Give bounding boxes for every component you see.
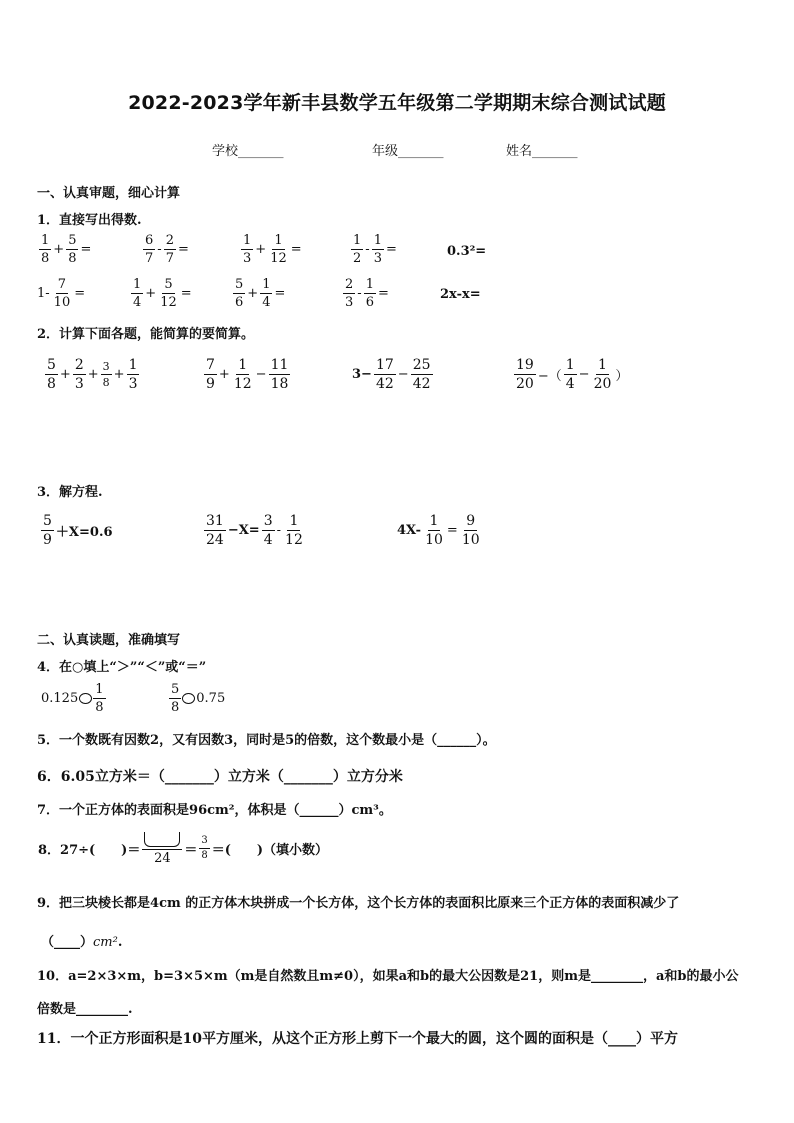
q1-r1-e3: $\frac{1}{3}$ + $\frac{1}{12}$ = <box>243 233 302 266</box>
q1-r2-e1: 1- $\frac{7}{10}$ = <box>37 277 86 310</box>
q1-label: 1．直接写出得数. <box>37 213 142 228</box>
q1-r1-e1: $\frac{1}{8}$ + $\frac{5}{8}$ = <box>41 233 92 266</box>
q9-line2: （____）cm². <box>41 935 123 950</box>
q2-e4: $\frac{19}{20}$ −（ $\frac{1}{4}$ − $\frac{1}{20}$ ） <box>516 357 629 392</box>
q1-r2-e5: 2x-x= <box>440 287 481 302</box>
q3-e3: 4X- $\frac{1}{10}$ = $\frac{9}{10}$ <box>397 513 480 548</box>
q1-r1-e5: 0.3²= <box>447 244 487 259</box>
q3-e1: $\frac{5}{9}$ ＋X=0.6 <box>43 513 113 548</box>
q1-r2-e2: $\frac{1}{4}$ + $\frac{5}{12}$ = <box>133 277 192 310</box>
q10-line1: 10．a=2×3×m，b=3×5×m（m是自然数且m≠0），如果a和b的最大公因数是21，则m是________，a和b的最小公 <box>37 969 739 984</box>
q1-r1-e4: $\frac{1}{2}$ - $\frac{1}{3}$ = <box>353 233 397 266</box>
q8: 8．27÷( )＝ 24 ＝ $\frac{3}{8}$ ＝( )（填小数） <box>37 832 329 865</box>
name-blank: _______ <box>532 144 578 159</box>
q7: 7．一个正方体的表面积是96cm²，体积是（______）cm³。 <box>37 803 392 818</box>
q2-e2: $\frac{7}{9}$ + $\frac{1}{12}$ − $\frac{11}{18}$ <box>206 357 289 392</box>
section-1-heading: 一、认真审题，细心计算 <box>37 186 181 201</box>
page-title: 2022-2023学年新丰县数学五年级第二学期期末综合测试试题 <box>128 92 666 114</box>
q3-label: 3．解方程. <box>37 485 103 500</box>
compare-circle <box>182 693 195 704</box>
q4-label: 4．在○填上“＞”“＜”或“＝” <box>37 660 207 675</box>
grade-label: 年级 <box>372 144 399 159</box>
q11: 11．一个正方形面积是10平方厘米，从这个正方形上剪下一个最大的圆，这个圆的面积是（____）平方 <box>37 1031 678 1047</box>
q1-r2-e4: $\frac{2}{3}$ - $\frac{1}{6}$ = <box>345 277 389 310</box>
q4-e2: $\frac{5}{8}$ 0.75 <box>171 682 226 715</box>
q2-e1: $\frac{5}{8}$ + $\frac{2}{3}$ + $\frac{3}{8}$ + $\frac{1}{3}$ <box>47 357 138 392</box>
q6: 6．6.05立方米＝（_______）立方米（_______）立方分米 <box>37 769 403 785</box>
q2-e3: 3− $\frac{17}{42}$ − $\frac{25}{42}$ <box>352 357 431 392</box>
q1-r1-e2: $\frac{6}{7}$ - $\frac{2}{7}$ = <box>145 233 189 266</box>
q2-label: 2．计算下面各题，能简算的要简算。 <box>37 327 255 342</box>
q1-r2-e3: $\frac{5}{6}$ + $\frac{1}{4}$ = <box>235 277 286 310</box>
compare-circle <box>79 693 92 704</box>
school-field <box>212 140 284 159</box>
q10-line2: 倍数是________. <box>37 1002 133 1017</box>
q3-e2: $\frac{31}{24}$ −X= $\frac{3}{4}$ - $\frac{1}{12}$ <box>206 513 303 548</box>
q5: 5．一个数既有因数2，又有因数3，同时是5的倍数，这个数最小是（______）。 <box>37 733 496 748</box>
grade-blank: _______ <box>398 144 444 159</box>
q4-e1: 0.125 $\frac{1}{8}$ <box>41 682 104 715</box>
grade-field <box>372 140 444 159</box>
name-field <box>506 140 578 159</box>
name-label: 姓名 <box>506 144 533 159</box>
q9-line1: 9．把三块棱长都是4cm 的正方体木块拼成一个长方体，这个长方体的表面积比原来三个正方体的表面积减少了 <box>37 896 680 911</box>
section-2-heading: 二、认真读题，准确填写 <box>37 633 181 648</box>
school-blank: _______ <box>238 144 284 159</box>
answer-box <box>144 832 180 847</box>
school-label: 学校 <box>212 144 239 159</box>
